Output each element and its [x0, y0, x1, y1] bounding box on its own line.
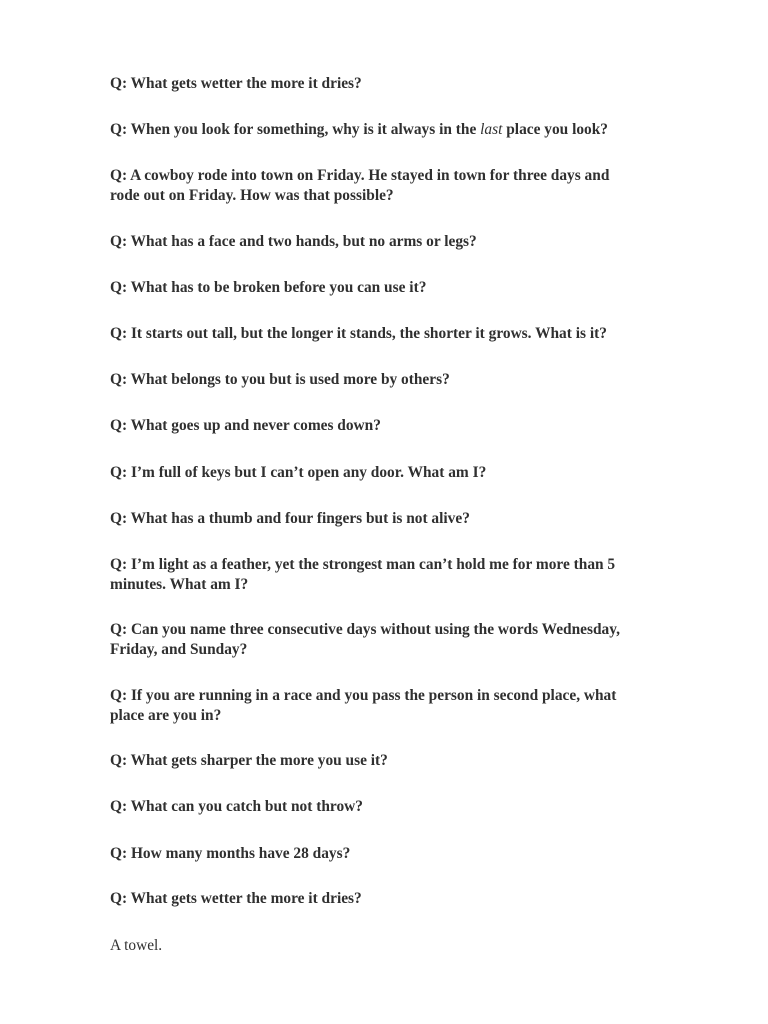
riddle-7: Q: What belongs to you but is used more by others? — [110, 371, 450, 388]
riddle-6: Q: It starts out tall, but the longer it stands, the shorter it grows. What is it? — [110, 325, 607, 342]
riddle-1: Q: What gets wetter the more it dries? — [110, 75, 362, 92]
riddle-8: Q: What goes up and never comes down? — [110, 417, 381, 434]
riddle-15: Q: What can you catch but not throw? — [110, 798, 363, 815]
riddle-13: Q: If you are running in a race and you pass the person in second place, what place are you in? — [110, 687, 617, 724]
riddle-11: Q: I’m light as a feather, yet the strongest man can’t hold me for more than 5 minutes. What am I? — [110, 556, 616, 593]
riddle-4: Q: What has a face and two hands, but no arms or legs? — [110, 233, 477, 250]
riddle-5: Q: What has to be broken before you can use it? — [110, 279, 427, 296]
riddle-12: Q: Can you name three consecutive days without using the words Wednesday, Friday, and Sunday? — [110, 621, 620, 658]
riddle-14: Q: What gets sharper the more you use it? — [110, 752, 388, 769]
answer-text: A towel. — [110, 937, 163, 954]
riddle-2: Q: When you look for something, why is it always in the last place you look? — [110, 121, 608, 138]
riddle-9: Q: I’m full of keys but I can’t open any door. What am I? — [110, 464, 487, 481]
riddle-10: Q: What has a thumb and four fingers but is not alive? — [110, 510, 470, 527]
riddle-3: Q: A cowboy rode into town on Friday. He stayed in town for three days and rode out on Friday. How was that possible? — [110, 167, 610, 204]
riddle-17: Q: What gets wetter the more it dries? — [110, 890, 362, 907]
riddle-2-emphasis: last — [480, 121, 503, 138]
riddle-16: Q: How many months have 28 days? — [110, 845, 351, 862]
